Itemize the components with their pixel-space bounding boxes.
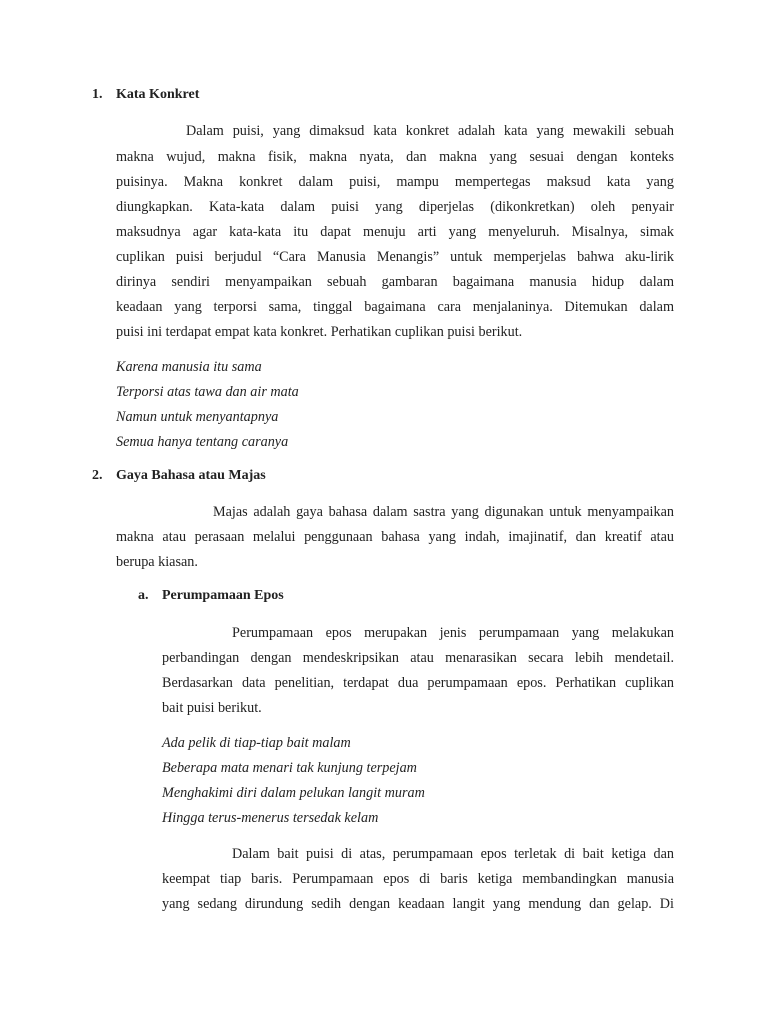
- paragraph-line: keempat tiap baris. Perumpamaan epos di baris ketiga membandingkan manusia: [162, 871, 674, 887]
- paragraph-line: Berdasarkan data penelitian, terdapat dua perumpamaan epos. Perhatikan cuplikan: [162, 675, 674, 691]
- section-1-title: Kata Konkret: [116, 87, 200, 102]
- subsection-a-number: a.: [138, 588, 149, 603]
- paragraph-line: perbandingan dengan mendeskripsikan atau menarasikan secara lebih mendetail.: [162, 650, 674, 666]
- section-2-title: Gaya Bahasa atau Majas: [116, 468, 266, 483]
- subsection-a-title: Perumpamaan Epos: [162, 588, 284, 603]
- poem-line: Hingga terus-menerus tersedak kelam: [162, 810, 379, 826]
- paragraph-line: keadaan yang terporsi sama, tinggal bagaimana cara menjalaninya. Ditemukan dalam: [116, 299, 674, 315]
- poem-line: Beberapa mata menari tak kunjung terpejam: [162, 760, 417, 776]
- poem-line: Semua hanya tentang caranya: [116, 434, 289, 450]
- paragraph-line: Perumpamaan epos merupakan jenis perumpamaan yang melakukan: [232, 625, 674, 641]
- poem-line: Karena manusia itu sama: [116, 359, 262, 375]
- subsection-a-heading: [138, 588, 438, 608]
- section-2-heading: [92, 468, 392, 488]
- paragraph-line: berupa kiasan.: [116, 554, 198, 570]
- poem-line: Ada pelik di tiap-tiap bait malam: [162, 735, 351, 751]
- paragraph-line: diungkapkan. Kata-kata dalam puisi yang diperjelas (dikonkretkan) oleh penyair: [116, 199, 674, 215]
- poem-line: Terporsi atas tawa dan air mata: [116, 384, 299, 400]
- paragraph-line: puisinya. Makna konkret dalam puisi, mampu mempertegas maksud kata yang: [116, 174, 674, 190]
- section-2-number: 2.: [92, 468, 103, 483]
- paragraph-line: makna atau perasaan melalui penggunaan bahasa yang indah, imajinatif, dan kreatif atau: [116, 529, 674, 545]
- paragraph-line: cuplikan puisi berjudul “Cara Manusia Menangis” untuk memperjelas bahwa aku-lirik: [116, 249, 674, 265]
- section-1-heading: [92, 87, 392, 107]
- poem-line: Namun untuk menyantapnya: [116, 409, 279, 425]
- paragraph-line: Majas adalah gaya bahasa dalam sastra yang digunakan untuk menyampaikan: [213, 504, 674, 520]
- paragraph-line: Dalam puisi, yang dimaksud kata konkret adalah kata yang mewakili sebuah: [186, 123, 674, 139]
- section-1-number: 1.: [92, 87, 103, 102]
- paragraph-line: dirinya sendiri menyampaikan sebuah gambaran bagaimana manusia hidup dalam: [116, 274, 674, 290]
- paragraph-line: puisi ini terdapat empat kata konkret. Perhatikan cuplikan puisi berikut.: [116, 324, 523, 340]
- paragraph-line: Dalam bait puisi di atas, perumpamaan epos terletak di bait ketiga dan: [232, 846, 674, 862]
- paragraph-line: maksudnya agar kata-kata itu dapat menuju arti yang menyeluruh. Misalnya, simak: [116, 224, 674, 240]
- paragraph-line: yang sedang dirundung sedih dengan keadaan langit yang mendung dan gelap. Di: [162, 896, 674, 912]
- paragraph-line: makna wujud, makna fisik, makna nyata, dan makna yang sesuai dengan konteks: [116, 149, 674, 165]
- poem-line: Menghakimi diri dalam pelukan langit muram: [162, 785, 425, 801]
- paragraph-line: bait puisi berikut.: [162, 700, 262, 716]
